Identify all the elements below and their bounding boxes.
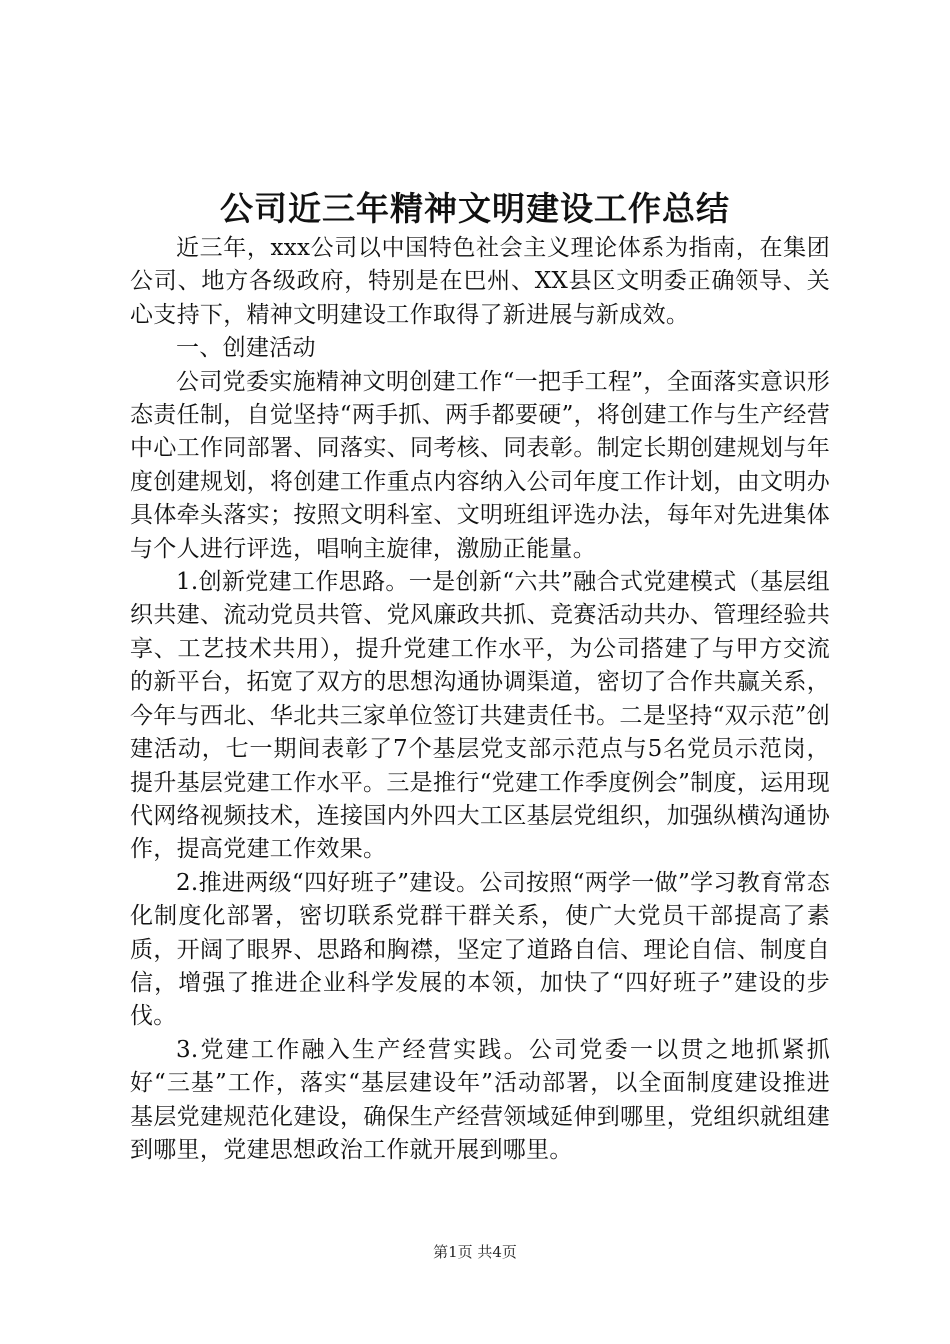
document-body [130, 232, 830, 1167]
document-title: 公司近三年精神文明建设工作总结 [220, 189, 730, 228]
intro-paragraph: 近三年，xxx公司以中国特色社会主义理论体系为指南，在集团公司、地方各级政府，特别是在巴州、XX县区文明委正确领导、关心支持下，精神文明建设工作取得了新进展与新成效。 [130, 235, 830, 328]
body-paragraph: 2.推进两级“四好班子”建设。公司按照“两学一做”学习教育常态化制度化部署，密切联系党群干群关系，使广大党员干部提高了素质，开阔了眼界、思路和胸襟，坚定了道路自信、理论自信、制度自信，增强了推进企业科学发展的本领，加快了“四好班子”建设的步伐。 [130, 869, 830, 1030]
body-paragraph: 3.党建工作融入生产经营实践。公司党委一以贯之地抓紧抓好“三基”工作，落实“基层建设年”活动部署，以全面制度建设推进基层党建规范化建设，确保生产经营领域延伸到哪里，党组织就组建到哪里，党建思想政治工作就开展到哪里。 [130, 1036, 830, 1163]
page-footer: 第1页 共4页 [433, 1243, 517, 1261]
section-heading: 一、创建活动 [176, 335, 316, 362]
body-paragraph: 1.创新党建工作思路。一是创新“六共”融合式党建模式（基层组织共建、流动党员共管、党风廉政共抓、竞赛活动共办、管理经验共享、工艺技术共用），提升党建工作水平，为公司搭建了与甲方交流的新平台，拓宽了双方的思想沟通协调渠道，密切了合作共赢关系，今年与西北、华北共三家单位签订共建责任书。二是坚持“双示范”创建活动，七一期间表彰了7个基层党支部示范点与5名党员示范岗，提升基层党建工作水平。三是推行“党建工作季度例会”制度，运用现代网络视频技术，连接国内外四大工区基层党组织，加强纵横沟通协作，提高党建工作效果。 [130, 569, 830, 863]
body-paragraph: 公司党委实施精神文明创建工作“一把手工程”，全面落实意识形态责任制，自觉坚持“两手抓、两手都要硬”，将创建工作与生产经营中心工作同部署、同落实、同考核、同表彰。制定长期创建规划与年度创建规划，将创建工作重点内容纳入公司年度工作计划，由文明办具体牵头落实；按照文明科室、文明班组评选办法，每年对先进集体与个人进行评选，唱响主旋律，激励正能量。 [130, 368, 830, 562]
